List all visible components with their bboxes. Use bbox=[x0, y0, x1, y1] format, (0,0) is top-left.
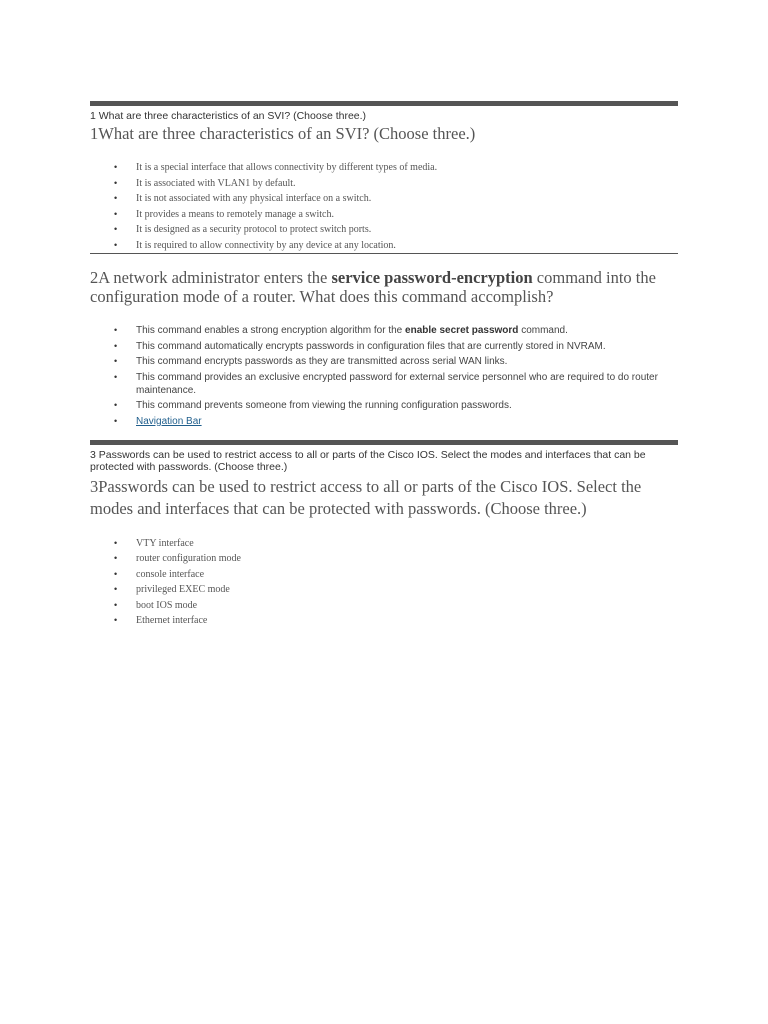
q2-option1-pre: This command enables a strong encryption algorithm for the bbox=[136, 325, 406, 336]
q2-options bbox=[90, 324, 678, 428]
q1-heading bbox=[90, 124, 678, 143]
q3-options bbox=[90, 536, 678, 629]
q2-option: • This command encrypts passwords as they are transmitted across serial WAN links. bbox=[90, 355, 678, 368]
q3-option: • router configuration mode bbox=[90, 551, 678, 567]
q3-option: • boot IOS mode bbox=[90, 598, 678, 614]
section-divider bbox=[90, 253, 678, 254]
q2-number: 2 bbox=[90, 268, 99, 287]
q2-option: • This command provides an exclusive encrypted password for external service personnel who are required to do router maintenance. bbox=[90, 371, 678, 397]
q2-option1-post: command. bbox=[518, 325, 568, 336]
q2-heading bbox=[90, 268, 678, 306]
q3-option: • VTY interface bbox=[90, 536, 678, 552]
q1-number: 1 bbox=[90, 124, 99, 143]
q1-heading-text: What are three characteristics of an SVI? (Choose three.) bbox=[98, 124, 476, 143]
q2-option: • This command automatically encrypts passwords in configuration files that are currently stored in NVRAM. bbox=[90, 340, 678, 353]
section-divider bbox=[90, 440, 678, 445]
q1-option: • It provides a means to remotely manage a switch. bbox=[90, 207, 678, 223]
q1-option: • It is not associated with any physical interface on a switch. bbox=[90, 191, 678, 207]
document-page bbox=[90, 101, 678, 629]
q1-option: • It is a special interface that allows connectivity by different types of media. bbox=[90, 160, 678, 176]
q3-option: • privileged EXEC mode bbox=[90, 582, 678, 598]
q1-option: • It is associated with VLAN1 by default. bbox=[90, 176, 678, 192]
q2-heading-command: service password-encryption bbox=[331, 268, 533, 287]
q2-heading-pre: A network administrator enters the bbox=[98, 268, 332, 287]
q1-option: • It is designed as a security protocol to protect switch ports. bbox=[90, 222, 678, 238]
q3-heading bbox=[90, 476, 678, 520]
q1-options bbox=[90, 160, 678, 253]
q2-option bbox=[90, 324, 678, 337]
q2-option: • This command prevents someone from viewing the running configuration passwords. bbox=[90, 399, 678, 412]
q1-option: • It is required to allow connectivity by any device at any location. bbox=[90, 238, 678, 254]
q2-option1-bold: enable secret password bbox=[405, 325, 519, 336]
q3-option: • Ethernet interface bbox=[90, 613, 678, 629]
q1-caption: 1 What are three characteristics of an SVI? (Choose three.) bbox=[90, 110, 367, 122]
q3-number: 3 bbox=[90, 476, 99, 496]
section-divider bbox=[90, 101, 678, 106]
navigation-bar-link[interactable]: Navigation Bar bbox=[136, 415, 202, 427]
q2-option bbox=[90, 415, 678, 428]
q2-heading-post: command into the configuration mode of a router. What does this command accomplish? bbox=[90, 268, 656, 306]
q3-option: • console interface bbox=[90, 567, 678, 583]
q3-caption: 3 Passwords can be used to restrict access to all or parts of the Cisco IOS. Select the modes and interfaces that can be protected with passwords. (Choose three.) bbox=[90, 448, 646, 473]
q3-heading-text: Passwords can be used to restrict access to all or parts of the Cisco IOS. Select the modes and interfaces that can be protected with passwords. (Choose three.) bbox=[90, 476, 642, 518]
